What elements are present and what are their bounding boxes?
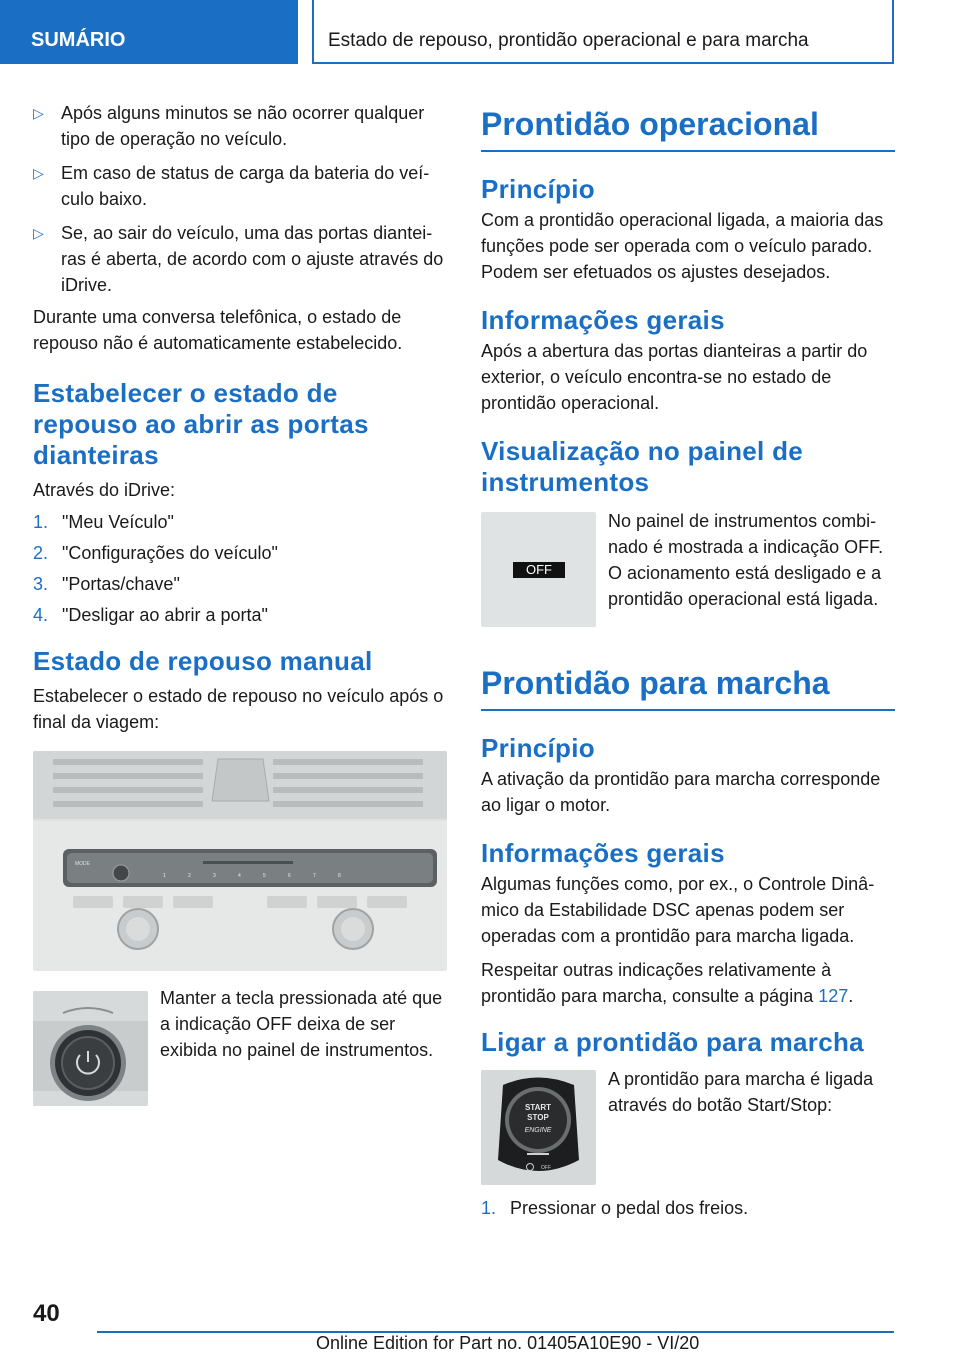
preset-7: 7 xyxy=(313,873,316,879)
principle-1-text: Com a prontidão operacional ligada, a maioria das funções pode ser operada com o veículo parado. Podem ser efetuados os ajustes desejados. xyxy=(481,210,884,282)
list-item: ▷ Em caso de status de carga da bateria do veículo baixo. xyxy=(33,160,447,212)
condition-list xyxy=(33,100,447,298)
heading-general-2: Informações gerais xyxy=(481,838,725,868)
off-badge: OFF xyxy=(513,562,565,578)
preset-3: 3 xyxy=(213,873,216,879)
preset-4: 4 xyxy=(238,873,241,879)
preset-2: 2 xyxy=(188,873,191,879)
heading-drive: Prontidão para marcha xyxy=(481,663,895,711)
heading-operational: Prontidão operacional xyxy=(481,104,895,152)
general-2-text: Algumas funções como, por ex., o Controle Dinâmico da Estabilidade DSC apenas podem ser operadas com a prontidão para marcha ligada. xyxy=(481,874,875,946)
list-item: 3. "Portas/chave" xyxy=(33,574,180,594)
power-knob-image xyxy=(33,991,148,1106)
heading-principle-2: Princípio xyxy=(481,733,595,763)
list-item: 4. "Desligar ao abrir a porta" xyxy=(33,605,268,625)
display-text: No painel de instrumentos combinado é mostrada a indicação OFF. O acionamento está desligado e a prontidão operacional está ligada. xyxy=(608,511,884,609)
power-knob-illustration xyxy=(33,991,148,1106)
engine-label: ENGINE xyxy=(524,1127,552,1134)
right-column xyxy=(481,100,895,1226)
toc-tab[interactable]: SUMÁRIO xyxy=(0,0,298,64)
center-console-illustration xyxy=(33,751,447,971)
list-item: ▷ Se, ao sair do veículo, uma das portas dianteiras é aberta, de acordo com o ajuste através do iDrive. xyxy=(33,220,447,298)
preset-8: 8 xyxy=(338,873,341,879)
heading-switch-on: Ligar a prontidão para marcha xyxy=(481,1027,864,1057)
preset-6: 6 xyxy=(288,873,291,879)
hold-text: Manter a tecla pressionada até que a indicação OFF deixa de ser exibida no painel de instrumentos. xyxy=(160,988,443,1060)
chapter-title: Estado de repouso, prontidão operacional e para marcha xyxy=(312,0,894,64)
respect-text: Respeitar outras indicações relativamente à prontidão para marcha, consulte a página 127. xyxy=(481,960,854,1006)
preset-1: 1 xyxy=(163,873,166,879)
page-number: 40 xyxy=(33,1300,60,1327)
phone-call-note: Durante uma conversa telefônica, o estado de repouso não é automaticamente estabelecido. xyxy=(33,307,403,353)
left-column xyxy=(33,100,447,1106)
heading-principle-1: Princípio xyxy=(481,174,595,204)
preset-5: 5 xyxy=(263,873,266,879)
manual-text: Estabelecer o estado de repouso no veículo após o final da viagem: xyxy=(33,686,444,732)
heading-general-1: Informações gerais xyxy=(481,305,725,335)
hold-button-section xyxy=(33,988,447,1106)
off-small-label: OFF xyxy=(541,1165,551,1171)
heading-doors: Estabelecer o estado de repouso ao abrir as portas dianteiras xyxy=(33,378,369,470)
principle-2-text: A ativação da prontidão para marcha corresponde ao ligar o motor. xyxy=(481,769,881,815)
via-idrive-text: Através do iDrive: xyxy=(33,480,176,500)
start-label: START xyxy=(524,1103,552,1112)
switch-on-text: A prontidão para marcha é ligada através do botão Start/Stop: xyxy=(608,1069,874,1115)
mode-label: MODE xyxy=(75,861,90,867)
list-item: 1. "Meu Veículo" xyxy=(33,512,174,532)
list-item: 2. "Configurações do veículo" xyxy=(33,543,278,563)
list-item: ▷ Após alguns minutos se não ocorrer qualquer tipo de operação no veículo. xyxy=(33,100,447,152)
list-item: 1. Pressionar o pedal dos freios. xyxy=(481,1198,749,1218)
edition-text: Online Edition for Part no. 01405A10E90 - VI/20 xyxy=(316,1333,700,1353)
power-button-icon xyxy=(113,865,129,881)
general-1-text: Após a abertura das portas dianteiras a partir do exterior, o veículo encontra-se no estado de prontidão operacional. xyxy=(481,341,868,413)
stop-label: STOP xyxy=(527,1113,549,1122)
idrive-steps xyxy=(33,509,447,628)
off-indicator-image xyxy=(481,512,596,627)
start-stop-section xyxy=(481,1070,895,1185)
heading-display: Visualização no painel de instrumentos xyxy=(481,436,804,497)
switch-on-steps xyxy=(481,1195,895,1221)
console-image xyxy=(33,751,447,971)
start-stop-button-illustration xyxy=(481,1070,596,1185)
heading-manual: Estado de repouso manual xyxy=(33,646,373,676)
page-link[interactable]: 127 xyxy=(818,986,849,1006)
display-section xyxy=(481,512,895,627)
start-stop-image xyxy=(481,1070,596,1185)
